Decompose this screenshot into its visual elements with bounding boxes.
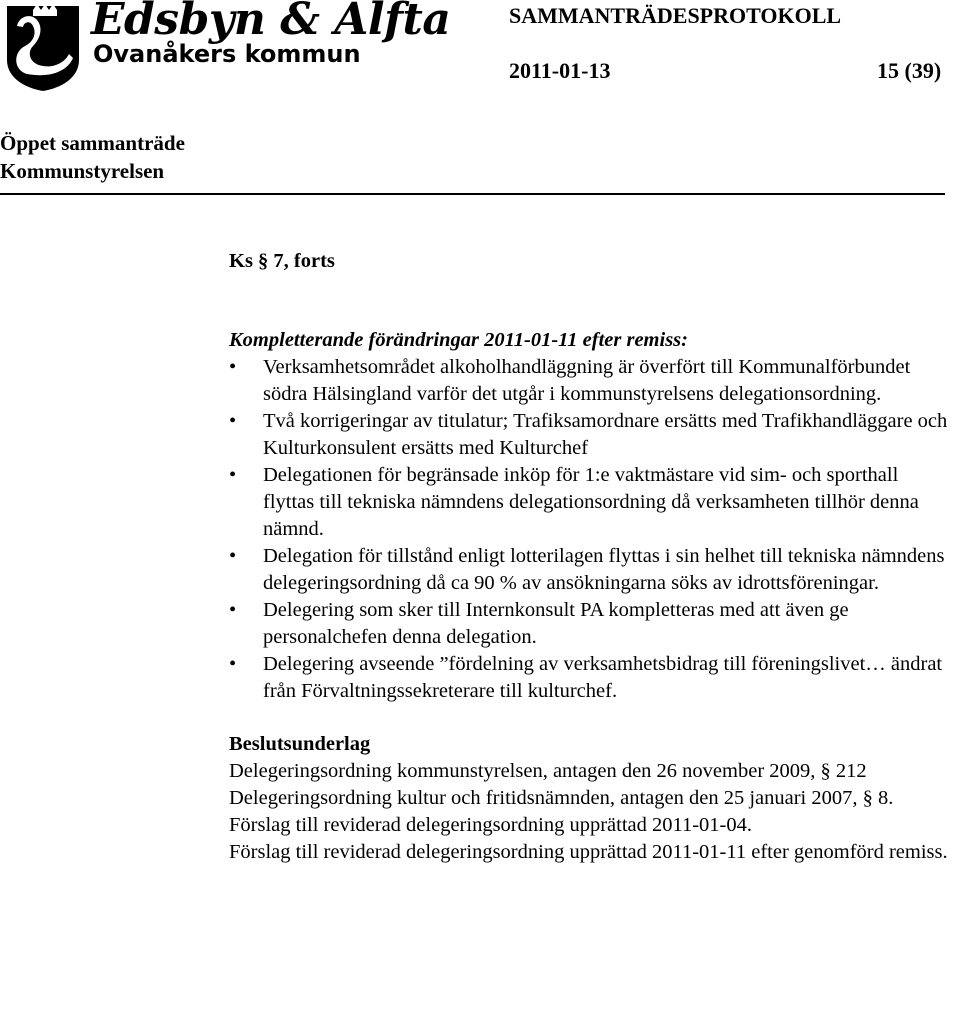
list-item-text: Delegation för tillstånd enligt lotterilagen flyttas i sin helhet till tekniska nämndens delegeringsordning då ca 90 % av ansökningarna söks av idrottsföreningar. xyxy=(263,545,945,594)
list-item-text: Delegationen för begränsade inköp för 1:e vaktmästare vid sim- och sporthall flyttas till tekniska nämndens delegationsordning då verksamheten tillhör denna nämnd. xyxy=(263,464,919,540)
decision-basis-title: Beslutsunderlag xyxy=(229,733,371,755)
decision-basis-item: Förslag till reviderad delegeringsordning upprättad 2011-01-11 efter genomförd remiss. xyxy=(229,841,948,863)
header-divider xyxy=(0,193,945,195)
municipality-logo xyxy=(3,0,451,92)
document-type: SAMMANTRÄDESPROTOKOLL xyxy=(509,3,842,28)
bullet-icon: • xyxy=(229,545,237,567)
list-item-text: Verksamhetsområdet alkoholhandläggning är överfört till Kommunalförbundet södra Hälsingland varför det utgår i kommunstyrelsens delegationsordning. xyxy=(263,356,911,405)
decision-basis-item: Förslag till reviderad delegeringsordning upprättad 2011-01-04. xyxy=(229,814,753,836)
list-item xyxy=(229,543,954,597)
list-item xyxy=(229,651,954,705)
list-item-text: Två korrigeringar av titulatur; Trafiksamordnare ersätts med Trafikhandläggare och Kulturkonsulent ersätts med Kulturchef xyxy=(263,410,948,459)
list-item xyxy=(229,354,954,408)
list-item xyxy=(229,408,954,462)
bullet-icon: • xyxy=(229,410,237,432)
logo-text-secondary: Ovanåkers kommun xyxy=(93,40,361,68)
list-item xyxy=(229,597,954,651)
bullet-icon: • xyxy=(229,464,237,486)
board-name: Kommunstyrelsen xyxy=(0,159,165,183)
list-item-text: Delegering avseende ”fördelning av verksamhetsbidrag till föreningslivet… ändrat från Förvaltningssekreterare till kulturchef. xyxy=(263,653,943,702)
bullet-icon: • xyxy=(229,653,237,675)
section-title: Ks § 7, forts xyxy=(229,250,335,272)
meeting-type: Öppet sammanträde xyxy=(0,131,185,155)
page-number: 15 (39) xyxy=(877,58,942,83)
list-item xyxy=(229,462,954,543)
changes-list xyxy=(229,354,954,705)
swan-crown-emblem-icon xyxy=(3,0,83,92)
bullet-icon: • xyxy=(229,356,237,378)
document-date: 2011-01-13 xyxy=(509,58,611,83)
decision-basis-item: Delegeringsordning kultur och fritidsnämnden, antagen den 25 januari 2007, § 8. xyxy=(229,787,894,809)
changes-subheading: Kompletterande förändringar 2011-01-11 efter remiss: xyxy=(229,329,688,351)
bullet-icon: • xyxy=(229,599,237,621)
document-body xyxy=(229,248,954,866)
logo-text-primary: Edsbyn & Alfta xyxy=(91,0,451,45)
list-item-text: Delegering som sker till Internkonsult PA kompletteras med att även ge personalchefen denna delegation. xyxy=(263,599,849,648)
decision-basis-item: Delegeringsordning kommunstyrelsen, antagen den 26 november 2009, § 212 xyxy=(229,760,867,782)
